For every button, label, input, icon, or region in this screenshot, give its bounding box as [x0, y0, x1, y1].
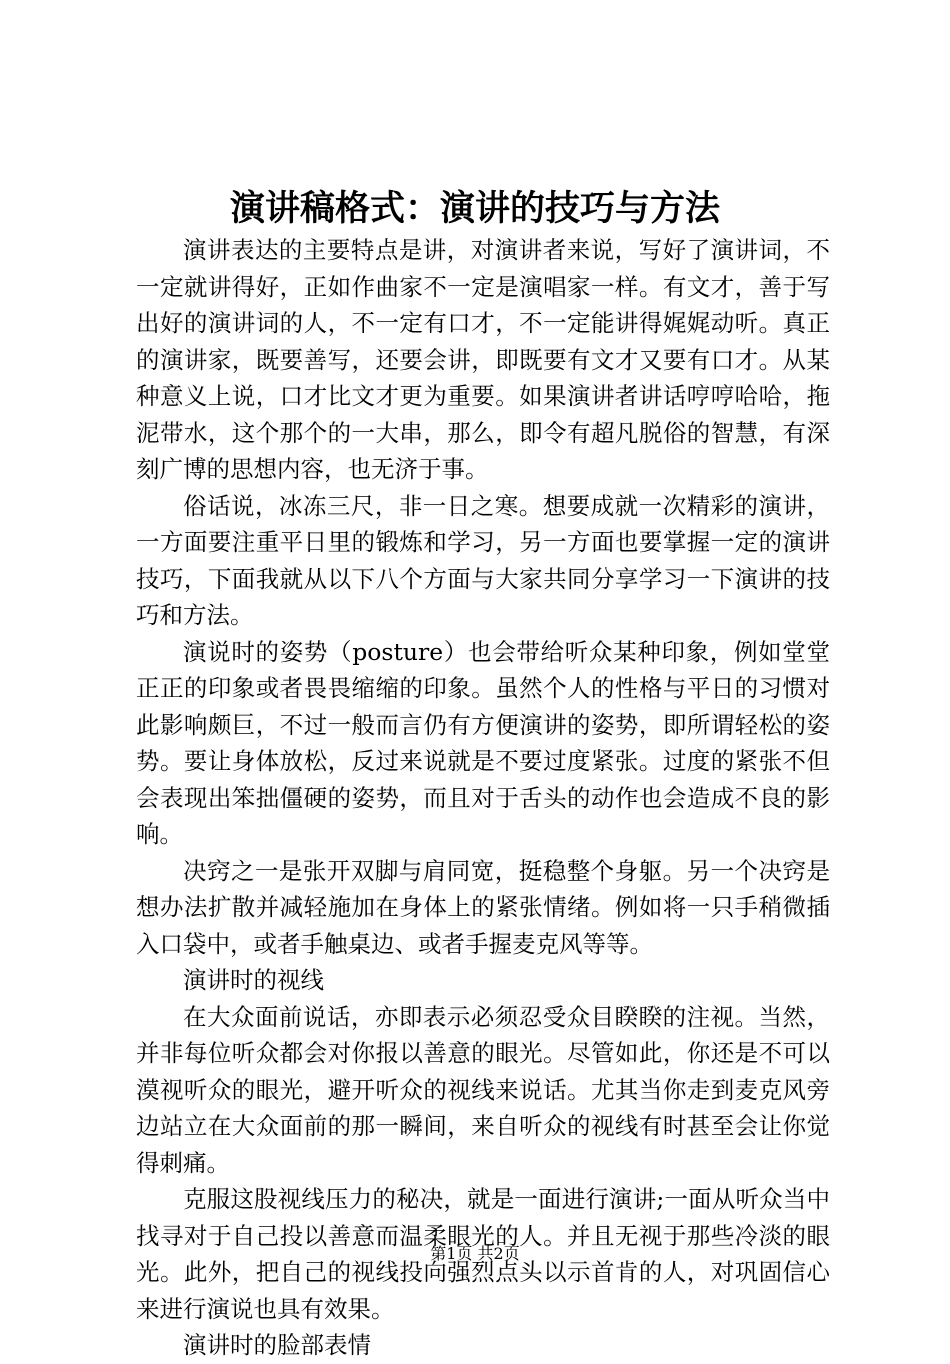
section-heading-gaze: 演讲时的视线	[183, 966, 324, 994]
document-title: 演讲稿格式：演讲的技巧与方法	[229, 188, 720, 229]
section-heading-facial-expression: 演讲时的脸部表情	[183, 1331, 371, 1359]
paragraph-gaze-tips: 克服这股视线压力的秘决，就是一面进行演讲;一面从听众当中找寻对于自己投以善意而温柔眼光的人。并且无视于那些冷淡的眼光。此外，把自己的视线投向强烈点头以示首肯的人，对巩固信心来进行演说也具有效果。	[136, 1185, 830, 1323]
paragraph-proverb: 俗话说，冰冻三尺，非一日之寒。想要成就一次精彩的演讲，一方面要注重平日里的锻炼和学习，另一方面也要掌握一定的演讲技巧，下面我就从以下八个方面与大家共同分享学习一下演讲的技巧和方法。	[136, 491, 830, 629]
page-number-footer: 第1页 共2页	[430, 1244, 520, 1263]
document-body	[136, 232, 830, 1364]
paragraph-gaze: 在大众面前说话，亦即表示必须忍受众目睽睽的注视。当然，并非每位听众都会对你报以善意的眼光。尽管如此，你还是不可以漠视听众的眼光，避开听众的视线来说话。尤其当你走到麦克风旁边站立在大众面前的那一瞬间，来自听众的视线有时甚至会让你觉得刺痛。	[136, 1002, 830, 1177]
paragraph-intro: 演讲表达的主要特点是讲，对演讲者来说，写好了演讲词，不一定就讲得好，正如作曲家不一定是演唱家一样。有文才，善于写出好的演讲词的人，不一定有口才，不一定能讲得娓娓动听。真正的演讲家，既要善写，还要会讲，即既要有文才又要有口才。从某种意义上说，口才比文才更为重要。如果演讲者讲话哼哼哈哈，拖泥带水，这个那个的一大串，那么，即令有超凡脱俗的智慧，有深刻广博的思想内容，也无济于事。	[136, 236, 830, 483]
paragraph-posture: 演说时的姿势（posture）也会带给听众某种印象，例如堂堂正正的印象或者畏畏缩缩的印象。虽然个人的性格与平日的习惯对此影响颇巨，不过一般而言仍有方便演讲的姿势，即所谓轻松的姿势。要让身体放松，反过来说就是不要过度紧张。过度的紧张不但会表现出笨拙僵硬的姿势，而且对于舌头的动作也会造成不良的影响。	[136, 637, 830, 848]
paragraph-posture-tips: 决窍之一是张开双脚与肩同宽，挺稳整个身躯。另一个决窍是想办法扩散并减轻施加在身体上的紧张情绪。例如将一只手稍微插入口袋中，或者手触桌边、或者手握麦克风等等。	[136, 856, 830, 958]
